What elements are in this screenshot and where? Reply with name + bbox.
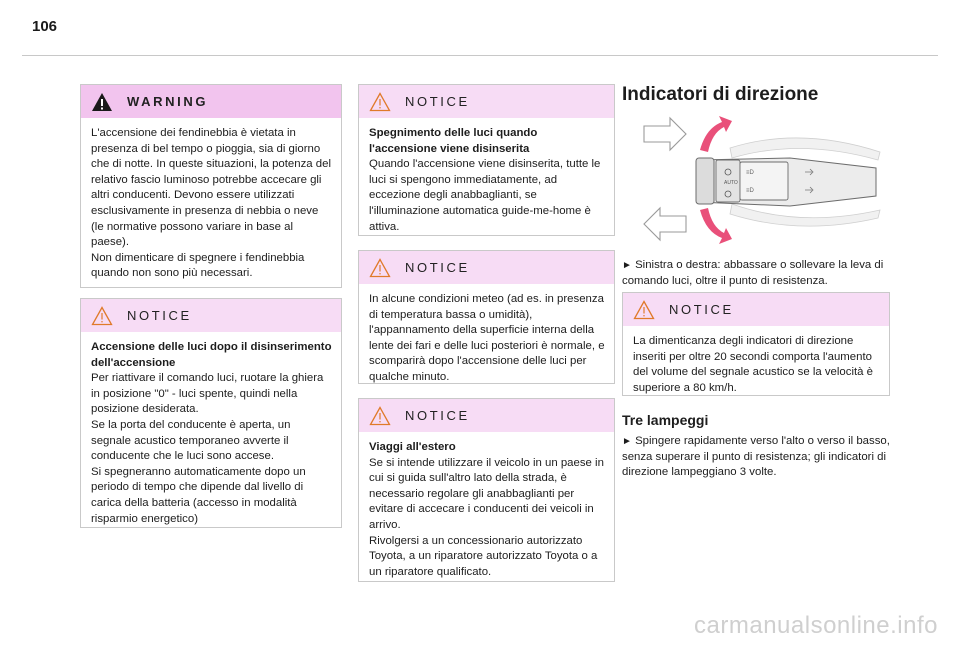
- page-number: 106: [32, 18, 58, 35]
- notice-title: NOTICE: [127, 308, 192, 323]
- notice-paragraph: Si spegneranno automaticamente dopo un periodo di tempo che dipende dal livello di carica della batteria (accesso in modalità risparmio energetico): [91, 465, 306, 525]
- notice-box-lights-off: [358, 84, 615, 236]
- notice-header: [623, 293, 889, 326]
- warning-paragraph: Non dimenticare di spegnere i fendinebbia quando non sono più necessari.: [91, 251, 305, 280]
- intro-paragraph: [622, 258, 892, 289]
- notice-title: NOTICE: [669, 302, 734, 317]
- notice-heading: Spegnimento delle luci quando l'accensione viene disinserita: [369, 127, 538, 155]
- notice-triangle-icon: [369, 406, 391, 426]
- notice-title: NOTICE: [405, 94, 470, 109]
- warning-paragraph: L'accensione dei fendinebbia è vietata in presenza di bel tempo o pioggia, sia di giorno che di notte. In queste situazioni, la potenza del relativo fascio luminoso potrebbe accecare gli altri conducenti. Devono essere utilizzati esclusivamente in presenza di nebbia o neve (le normative possono variare in base al paese).: [91, 127, 331, 249]
- notice-paragraph: Rivolgersi a un concessionario autorizzato Toyota, a un riparatore autorizzato Toyota o a un riparatore qualificato.: [369, 534, 598, 578]
- notice-paragraph: Se si intende utilizzare il veicolo in un paese in cui si guida sull'altro lato della strada, è necessario regolare gli anabbaglianti per evitare di accecare i conducenti dei veicoli in arrivo.: [369, 456, 604, 531]
- down-curved-arrow-icon: [700, 208, 732, 244]
- watermark-link[interactable]: carmanualsonline.info: [694, 612, 938, 639]
- bullet-arrow-icon: ►: [622, 436, 632, 447]
- notice-box-lights-after-ignition: [80, 298, 342, 528]
- notice-body: [81, 332, 341, 535]
- notice-paragraph: In alcune condizioni meteo (ad es. in presenza di temperatura bassa o umidità), l'appannamento della superficie interna della lente dei fari e delle luci posteriori è normale, e scomparirà dopo l'accensione delle luci per qualche minuto.: [369, 293, 605, 383]
- notice-title: NOTICE: [405, 260, 470, 275]
- notice-box-turn-signal: [622, 292, 890, 396]
- section-title: Indicatori di direzione: [622, 84, 819, 105]
- warning-title: WARNING: [127, 94, 209, 109]
- right-arrow-icon: [644, 118, 686, 150]
- notice-triangle-icon: [369, 258, 391, 278]
- notice-paragraph: Se la porta del conducente è aperta, un segnale acustico temporaneo avverte il conducente che le luci sono accese.: [91, 418, 291, 463]
- notice-body: [359, 284, 614, 394]
- notice-paragraph: Per riattivare il comando luci, ruotare la ghiera in posizione "0" - luci spente, quindi nella posizione desiderata.: [91, 372, 324, 416]
- warning-body: [81, 118, 341, 290]
- warning-triangle-icon: [91, 92, 113, 112]
- notice-box-condensation: [358, 250, 615, 384]
- three-flashes-text: Spingere rapidamente verso l'alto o verso il basso, senza superare il punto di resistenza; gli indicatori di direzione lampeggiano 3 volte.: [622, 435, 890, 479]
- notice-body: [359, 432, 614, 588]
- notice-paragraph: La dimenticanza degli indicatori di direzione inseriti per oltre 20 secondi comporta l'aumento del volume del segnale acustico se la velocità è superiore a 80 km/h.: [633, 335, 873, 394]
- notice-header: [359, 85, 614, 118]
- left-arrow-icon: [644, 208, 686, 240]
- light-stalk-diagram: [640, 112, 885, 248]
- auto-label: AUTO: [724, 180, 738, 186]
- svg-text:≡D: ≡D: [746, 170, 754, 176]
- notice-triangle-icon: [633, 300, 655, 320]
- notice-header: [359, 399, 614, 432]
- svg-text:≡D: ≡D: [746, 188, 754, 194]
- notice-heading: Accensione delle luci dopo il disinserimento dell'accensione: [91, 341, 332, 369]
- notice-box-travel-abroad: [358, 398, 615, 582]
- notice-title: NOTICE: [405, 408, 470, 423]
- notice-paragraph: Quando l'accensione viene disinserita, tutte le luci si spengono immediatamente, ad eccezione degli anabbaglianti, se l'illuminazione automatica guide-me-home è attiva.: [369, 158, 601, 233]
- notice-heading: Viaggi all'estero: [369, 441, 456, 453]
- bullet-arrow-icon: ►: [622, 260, 632, 271]
- notice-header: [81, 299, 341, 332]
- notice-triangle-icon: [369, 92, 391, 112]
- notice-triangle-icon: [91, 306, 113, 326]
- notice-header: [359, 251, 614, 284]
- warning-box: [80, 84, 342, 288]
- notice-body: [623, 326, 889, 404]
- intro-text: Sinistra o destra: abbassare o sollevare la leva di comando luci, oltre il punto di resistenza.: [622, 259, 884, 287]
- three-flashes-paragraph: [622, 434, 892, 481]
- warning-header: [81, 85, 341, 118]
- up-curved-arrow-icon: [700, 116, 732, 152]
- header-divider: [22, 55, 938, 56]
- subsection-title: Tre lampeggi: [622, 412, 709, 428]
- notice-body: [359, 118, 614, 243]
